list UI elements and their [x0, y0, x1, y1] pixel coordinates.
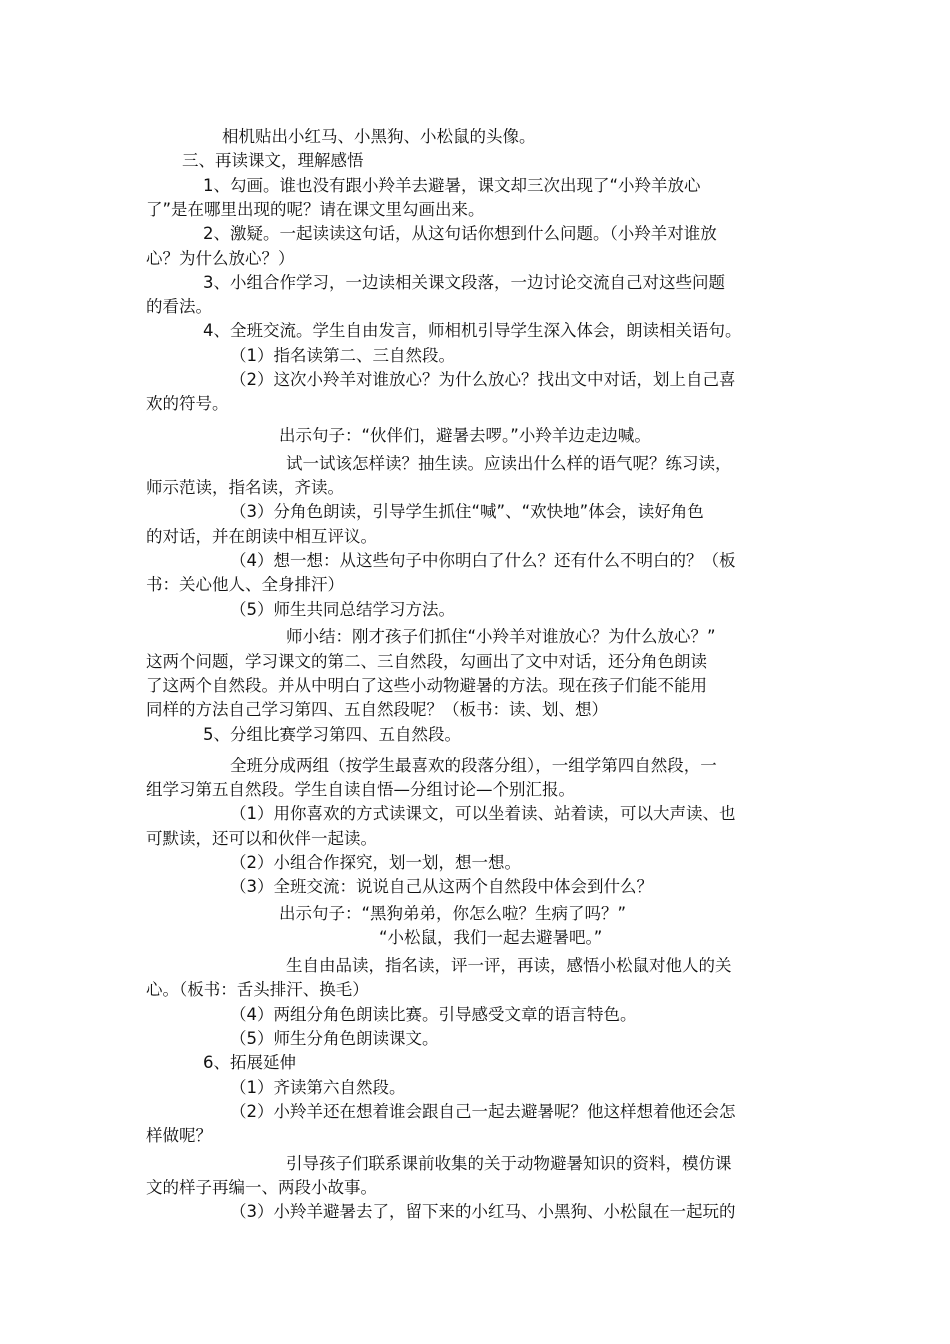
text-line: “小松鼠，我们一起去避暑吧。”	[379, 928, 603, 947]
text-line: （1）齐读第六自然段。	[230, 1078, 406, 1097]
text-line: （2）小组合作探究，划一划，想一想。	[230, 853, 521, 872]
text-line: 1、勾画。谁也没有跟小羚羊去避暑，课文却三次出现了“小羚羊放心	[203, 176, 701, 195]
text-line: 引导孩子们联系课前收集的关于动物避暑知识的资料，模仿课	[286, 1154, 732, 1173]
text-line: （3）小羚羊避暑去了，留下来的小红马、小黑狗、小松鼠在一起玩的	[230, 1202, 736, 1221]
text-line: 这两个问题，学习课文的第二、三自然段，勾画出了文中对话，还分角色朗读	[146, 652, 707, 671]
text-line: （2）小羚羊还在想着谁会跟自己一起去避暑呢？他这样想着他还会怎	[230, 1102, 736, 1121]
text-line: 了这两个自然段。并从中明白了这些小动物避暑的方法。现在孩子们能不能用	[146, 676, 707, 695]
text-line: 全班分成两组（按学生最喜欢的段落分组），一组学第四自然段，一	[230, 756, 717, 775]
text-line: 欢的符号。	[146, 394, 229, 413]
text-line: （3）分角色朗读，引导学生抓住“喊”、“欢快地”体会，读好角色	[230, 502, 704, 521]
text-line: （4）想一想：从这些句子中你明白了什么？还有什么不明白的？（板	[230, 551, 736, 570]
text-line: （5）师生共同总结学习方法。	[230, 600, 455, 619]
text-line: （3）全班交流：说说自己从这两个自然段中体会到什么？	[230, 877, 653, 896]
text-line: 组学习第五自然段。学生自读自悟—分组讨论—个别汇报。	[146, 780, 575, 799]
text-line: 5、分组比赛学习第四、五自然段。	[203, 725, 461, 744]
text-line: （1）指名读第二、三自然段。	[230, 346, 455, 365]
text-line: （5）师生分角色朗读课文。	[230, 1029, 439, 1048]
text-line: 的看法。	[146, 297, 212, 316]
text-line: 出示句子：“黑狗弟弟，你怎么啦？生病了吗？”	[279, 904, 627, 923]
text-line: 师示范读，指名读，齐读。	[146, 478, 344, 497]
text-line: 相机贴出小红马、小黑狗、小松鼠的头像。	[222, 127, 536, 146]
text-line: 4、全班交流。学生自由发言，师相机引导学生深入体会，朗读相关语句。	[203, 321, 742, 340]
text-line: 2、激疑。一起读读这句话，从这句话你想到什么问题。（小羚羊对谁放	[203, 224, 717, 243]
text-line: （4）两组分角色朗读比赛。引导感受文章的语言特色。	[230, 1005, 637, 1024]
text-line: 了”是在哪里出现的呢？请在课文里勾画出来。	[146, 200, 485, 219]
text-line: 书：关心他人、全身排汗）	[146, 575, 344, 594]
text-line: 样做呢？	[146, 1126, 212, 1145]
text-line: 出示句子：“伙伴们，避暑去啰。”小羚羊边走边喊。	[279, 426, 651, 445]
text-line: 师小结：刚才孩子们抓住“小羚羊对谁放心？为什么放心？”	[286, 627, 716, 646]
text-line: 6、拓展延伸	[203, 1053, 296, 1072]
text-line: 同样的方法自己学习第四、五自然段呢？（板书：读、划、想）	[146, 700, 608, 719]
text-line: （2）这次小羚羊对谁放心？为什么放心？找出文中对话，划上自己喜	[230, 370, 736, 389]
text-line: 心。（板书：舌头排汗、换毛）	[146, 980, 369, 999]
text-line: 3、小组合作学习，一边读相关课文段落，一边讨论交流自己对这些问题	[203, 273, 725, 292]
text-line: 生自由品读，指名读，评一评，再读，感悟小松鼠对他人的关	[286, 956, 732, 975]
text-line: 的对话，并在朗读中相互评议。	[146, 527, 377, 546]
text-line: 试一试该怎样读？抽生读。应读出什么样的语气呢？练习读，	[286, 454, 732, 473]
text-line: 可默读，还可以和伙伴一起读。	[146, 829, 377, 848]
text-line: （1）用你喜欢的方式读课文，可以坐着读、站着读，可以大声读、也	[230, 804, 736, 823]
text-line: 心？为什么放心？）	[146, 249, 295, 268]
section-heading: 三、再读课文，理解感悟	[182, 151, 364, 170]
text-line: 文的样子再编一、两段小故事。	[146, 1178, 377, 1197]
